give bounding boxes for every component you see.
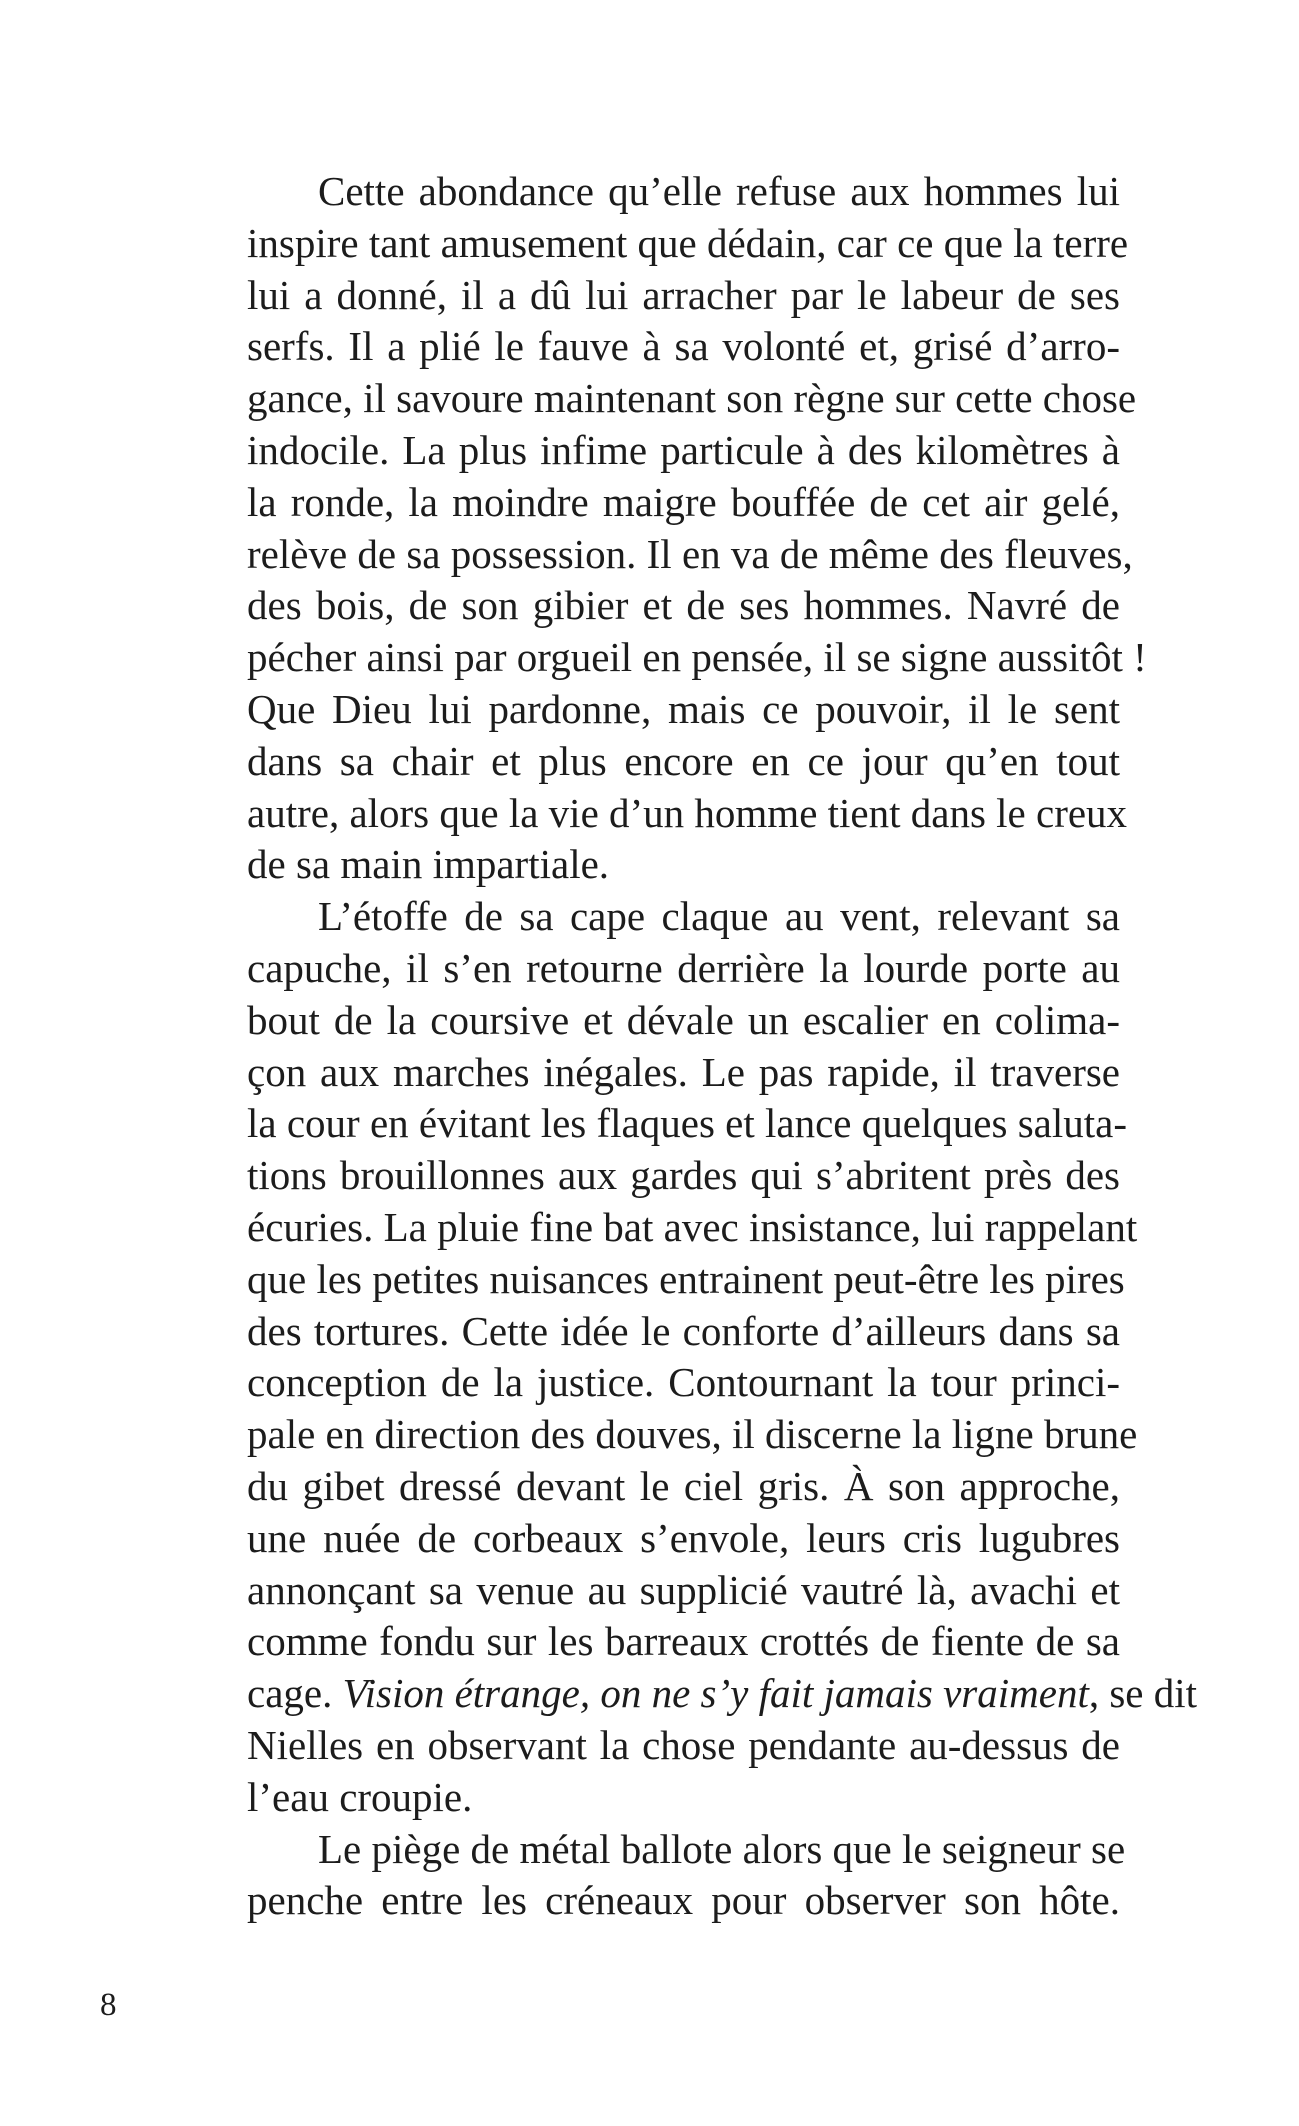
text-line: de sa main impartiale. — [247, 841, 610, 888]
text-line: Que Dieu lui pardonne, mais ce pouvoir, il le sent — [247, 685, 1120, 732]
text-line: du gibet dressé devant le ciel gris. À son approche, — [247, 1462, 1120, 1509]
text-line: tions brouillonnes aux gardes qui s’abritent près des — [247, 1152, 1120, 1199]
text-line: penche entre les créneaux pour observer son hôte. — [247, 1877, 1120, 1924]
text-line: Nielles en observant la chose pendante au-dessus de — [247, 1721, 1120, 1768]
body-text — [176, 166, 1198, 1927]
italic-thought: Vision étrange, on ne s’y fait jamais vraiment — [342, 1670, 1089, 1717]
text-line: relève de sa possession. Il en va de même des fleuves, — [247, 530, 1133, 577]
text-line: pale en direction des douves, il discerne la ligne brune — [247, 1411, 1138, 1458]
text-line: la ronde, la moindre maigre bouffée de cet air gelé, — [247, 478, 1120, 525]
text-line: capuche, il s’en retourne derrière la lourde porte au — [247, 944, 1120, 991]
text-line: inspire tant amusement que dédain, car ce que la terre — [247, 219, 1129, 266]
text-line: Cette abondance qu’elle refuse aux hommes lui — [318, 168, 1120, 214]
text-segment: , se dit — [1088, 1670, 1198, 1717]
text-line: une nuée de corbeaux s’envole, leurs cris lugubres — [247, 1514, 1120, 1561]
text-line-with-italic — [176, 1668, 1198, 1720]
text-line: annonçant sa venue au supplicié vautré là, avachi et — [247, 1566, 1120, 1613]
paragraph-3 — [176, 1824, 1126, 1928]
text-line: L’étoffe de sa cape claque au vent, relevant sa — [318, 893, 1120, 940]
text-line: la cour en évitant les flaques et lance quelques saluta- — [247, 1100, 1127, 1147]
page-number: 8 — [100, 1987, 117, 2023]
text-line: l’eau croupie. — [247, 1773, 473, 1820]
text-line: çon aux marches inégales. Le pas rapide, il traverse — [247, 1048, 1120, 1095]
text-line: des bois, de son gibier et de ses hommes. Navré de — [247, 582, 1120, 629]
text-line: conception de la justice. Contournant la tour princi- — [247, 1359, 1120, 1406]
paragraph-2 — [176, 891, 1198, 1823]
text-line: que les petites nuisances entrainent peut-être les pires — [247, 1255, 1125, 1302]
text-line: serfs. Il a plié le fauve à sa volonté et, grisé d’arro- — [247, 323, 1120, 370]
text-line: des tortures. Cette idée le conforte d’ailleurs dans sa — [247, 1307, 1120, 1354]
text-line: lui a donné, il a dû lui arracher par le labeur de ses — [247, 271, 1120, 318]
text-line: comme fondu sur les barreaux crottés de fiente de sa — [247, 1618, 1120, 1665]
text-line: dans sa chair et plus encore en ce jour qu’en tout — [247, 737, 1120, 784]
paragraph-1 — [176, 166, 1147, 891]
text-line: bout de la coursive et dévale un escalier en colima- — [247, 996, 1120, 1043]
text-line: pécher ainsi par orgueil en pensée, il se signe aussitôt ! — [247, 634, 1147, 681]
text-line: gance, il savoure maintenant son règne sur cette chose — [247, 375, 1137, 422]
text-line: indocile. La plus infime particule à des kilomètres à — [247, 426, 1120, 473]
text-line: autre, alors que la vie d’un homme tient dans le creux — [247, 789, 1128, 836]
text-segment: cage. — [247, 1670, 343, 1717]
text-line: écuries. La pluie fine bat avec insistance, lui rappelant — [247, 1203, 1138, 1250]
text-line: Le piège de métal ballote alors que le seigneur se — [318, 1825, 1126, 1872]
